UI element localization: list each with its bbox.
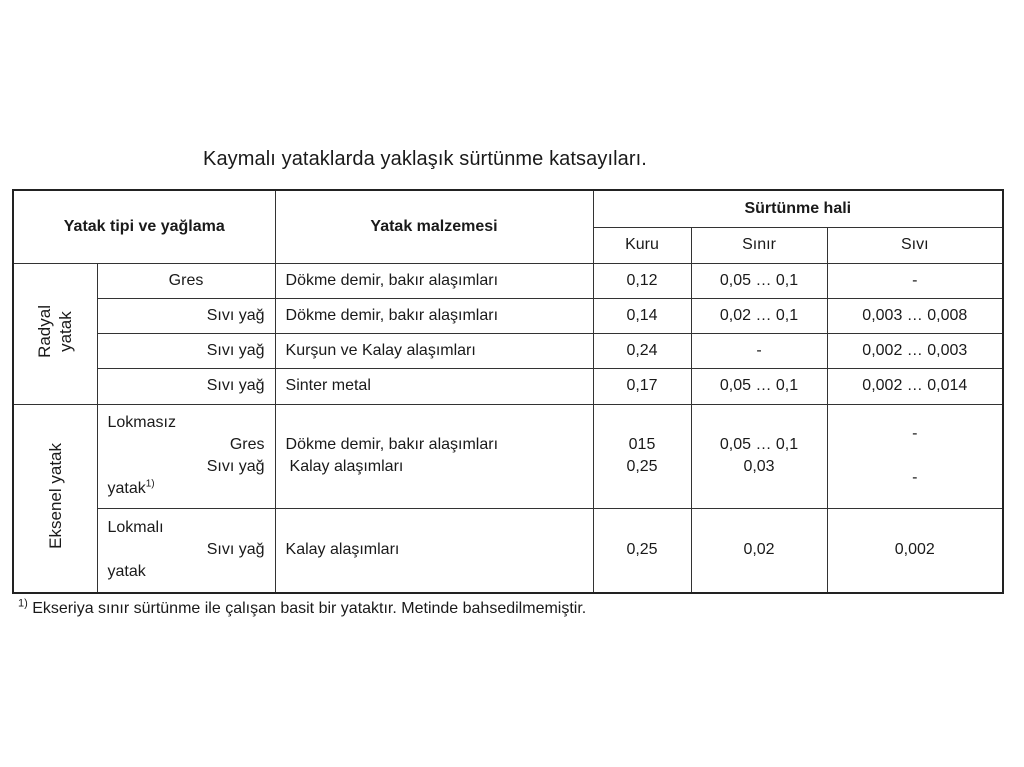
table-row xyxy=(13,404,1003,508)
lokmali-cell: Lokmalı Sıvı yağ yatak xyxy=(97,508,275,593)
group-radyal xyxy=(13,263,97,404)
kuru-cell: 0,24 xyxy=(593,333,691,368)
group-eksenel xyxy=(13,404,97,593)
yaglama-cell: Gres xyxy=(97,263,275,298)
table-title: Kaymalı yataklarda yaklaşık sürtünme katsayıları. xyxy=(203,148,647,170)
group-eksenel-label: Eksenel yatak xyxy=(45,442,65,549)
malzeme-cell: Dökme demir, bakır alaşımları xyxy=(275,263,593,298)
header-yatak-malzemesi: Yatak malzemesi xyxy=(275,190,593,263)
sinir-cell: 0,05 … 0,1 xyxy=(691,368,827,404)
sivi-cell: 0,002 … 0,014 xyxy=(827,368,1003,404)
malzeme-cell: Kurşun ve Kalay alaşımları xyxy=(275,333,593,368)
kuru-cell: 0,14 xyxy=(593,298,691,333)
sinir-cell: 0,05 … 0,1 xyxy=(691,263,827,298)
group-radyal-label: Radyal yatak xyxy=(35,304,76,358)
table-row xyxy=(13,298,1003,333)
kuru-cell: 0,25 xyxy=(593,508,691,593)
sinir-cell: - xyxy=(691,333,827,368)
kuru-cell: 0,12 xyxy=(593,263,691,298)
sivi-cell: 0,002 xyxy=(827,508,1003,593)
table-row xyxy=(13,368,1003,404)
lokmasiz-cell: Lokmasız Gres Sıvı yağ yatak$^{1)}$ xyxy=(97,404,275,508)
header-sinir: Sınır xyxy=(691,227,827,263)
header-kuru: Kuru xyxy=(593,227,691,263)
malzeme-cell: Sinter metal xyxy=(275,368,593,404)
header-sivi: Sıvı xyxy=(827,227,1003,263)
header-yatak-tipi: Yatak tipi ve yağlama xyxy=(13,190,275,263)
kuru-cell: 015 0,25 xyxy=(593,404,691,508)
yaglama-cell: Sıvı yağ xyxy=(97,368,275,404)
table-row xyxy=(13,333,1003,368)
table-row xyxy=(13,508,1003,593)
kuru-cell: 0,17 xyxy=(593,368,691,404)
yaglama-cell: Sıvı yağ xyxy=(97,298,275,333)
footnote xyxy=(18,597,587,618)
malzeme-cell: Kalay alaşımları xyxy=(275,508,593,593)
yaglama-cell: Sıvı yağ xyxy=(97,333,275,368)
footnote-text: Ekseriya sınır sürtünme ile çalışan basit bir yataktır. Metinde bahsedilmemiştir. xyxy=(32,600,587,617)
friction-table xyxy=(12,189,1004,594)
sivi-cell: - xyxy=(827,263,1003,298)
footnote-mark: 1) xyxy=(145,478,155,490)
footnote-mark: 1) xyxy=(18,597,28,610)
sivi-cell: - - xyxy=(827,404,1003,508)
sinir-cell: 0,05 … 0,1 0,03 xyxy=(691,404,827,508)
sivi-cell: 0,002 … 0,003 xyxy=(827,333,1003,368)
sinir-cell: 0,02 xyxy=(691,508,827,593)
sinir-cell: 0,02 … 0,1 xyxy=(691,298,827,333)
header-surtunme-hali: Sürtünme hali xyxy=(593,190,1003,227)
malzeme-cell: Dökme demir, bakır alaşımları Kalay alaşımları xyxy=(275,404,593,508)
table-row xyxy=(13,263,1003,298)
sivi-cell: 0,003 … 0,008 xyxy=(827,298,1003,333)
malzeme-cell: Dökme demir, bakır alaşımları xyxy=(275,298,593,333)
